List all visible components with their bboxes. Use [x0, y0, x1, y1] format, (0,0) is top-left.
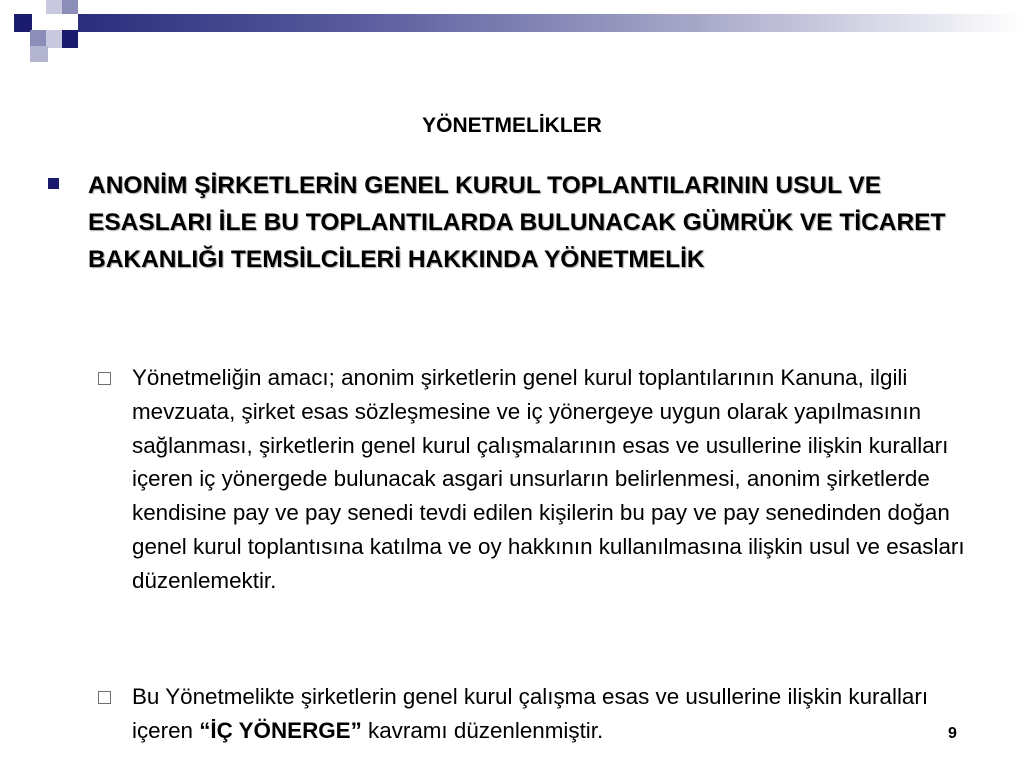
corner-square — [62, 30, 78, 48]
header-gradient-bar — [78, 14, 1024, 32]
page-number: 9 — [948, 725, 957, 742]
hollow-square-bullet-icon — [98, 691, 111, 704]
corner-square — [46, 30, 62, 48]
list-item — [98, 680, 978, 748]
corner-square — [30, 46, 48, 62]
concept-text-before: Bu Yönetmelikte şirketlerin genel kurul çalışma esas ve usullerine ilişkin kuralları içeren — [132, 684, 929, 743]
concept-paragraph — [132, 680, 978, 748]
purpose-paragraph: Yönetmeliğin amacı; anonim şirketlerin genel kurul toplantılarının Kanuna, ilgili mevzuata, şirket esas sözleşmesine ve iç yönergeye uygun olarak yapılmasının sağlanması, şirketlerin genel kurul çalışmalarının esas ve usullerine ilişkin kuralları içeren iç yönergede bulunacak asgari unsurların belirlenmesi, anonim şirketlerde kendisine pay ve pay senedi tevdi edilen kişilerin bu pay ve pay senedinden doğan genel kurul toplantısına katılma ve oy hakkının kullanılmasına ilişkin usul ve esasları düzenlemektir. — [132, 365, 965, 593]
concept-text-after: kavramı düzenlenmiştir. — [361, 717, 604, 743]
concept-emphasis: “İÇ YÖNERGE” — [199, 717, 362, 743]
hollow-square-bullet-icon — [98, 372, 111, 385]
corner-square — [62, 0, 78, 14]
slide-title: YÖNETMELİKLER — [422, 114, 602, 137]
square-bullet-icon — [48, 178, 59, 189]
regulation-heading: ANONİM ŞİRKETLERİN GENEL KURUL TOPLANTILARININ USUL VE ESASLARI İLE BU TOPLANTILARDA BULUNACAK GÜMRÜK VE TİCARET BAKANLIĞI TEMSİLCİLERİ HAKKINDA YÖNETMELİK — [88, 172, 946, 273]
corner-decoration — [0, 0, 80, 66]
list-item — [98, 361, 978, 598]
